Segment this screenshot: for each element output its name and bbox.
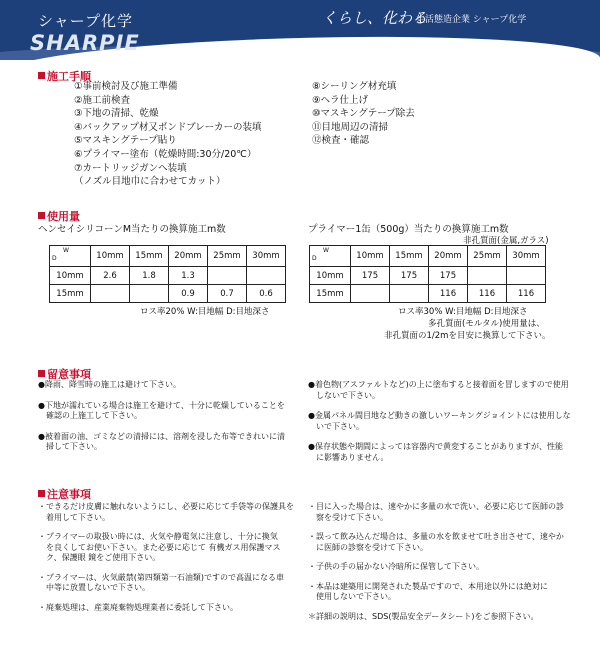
corner-d-label: D: [312, 255, 317, 262]
note-item: [308, 380, 571, 401]
corner-w-label: W: [63, 247, 69, 254]
table-cell: 2.6: [91, 267, 130, 285]
note-item: [308, 582, 564, 603]
construction-step: ⑤マスキングテープ貼り: [74, 135, 177, 147]
note-line: を良くしてお使い下さい。また必要に応じて 有機ガス用保護マス: [38, 542, 281, 552]
table-cell: [468, 267, 507, 285]
construction-step: ⑪目地周辺の清掃: [312, 121, 389, 133]
table-cell: 0.7: [208, 285, 247, 303]
precautions-right: [308, 380, 571, 473]
silicone-subtitle: ヘンセイシリコーンM当たりの換算施工m数: [38, 224, 226, 235]
table-cell: [208, 267, 247, 285]
silicone-footnote: ロス率20% W:目地幅 D:目地深さ: [140, 307, 270, 317]
note-item: [308, 612, 564, 623]
note-line: ●降雨、降雪時の施工は避けて下さい。: [38, 380, 181, 389]
note-item: [38, 603, 294, 614]
note-item: [38, 380, 285, 391]
note-line: ●保存状態や期間によっては容器内で黄変することがありますが、性能: [308, 442, 563, 451]
note-line: ・プライマーの取扱い時には、火気や静電気に注意し、十分に換気: [38, 532, 278, 541]
red-square-icon: [38, 212, 45, 219]
note-line: 中等に放置しないで下さい。: [38, 583, 150, 592]
red-square-icon: [38, 490, 45, 497]
table-corner: [50, 246, 91, 267]
note-line: ・子供の手の届かない冷暗所に保管して下さい。: [308, 562, 484, 571]
note-item: [38, 432, 285, 453]
note-line: しないで下さい。: [308, 390, 380, 400]
table-row: [310, 267, 546, 285]
slogan: くらし、化わる: [322, 9, 428, 27]
table-cell: 1.8: [130, 267, 169, 285]
table-header-cell: 10mm: [351, 246, 390, 267]
note-item: [38, 502, 294, 523]
table-header-cell: 10mm: [91, 246, 130, 267]
construction-step: ⑨ヘラ仕上げ: [312, 94, 369, 106]
construction-step: ①事前検討及び施工準備: [74, 81, 178, 92]
table-header-cell: 25mm: [468, 246, 507, 267]
primer-subtitle: プライマー1缶（500g）当たりの換算施工m数: [308, 224, 509, 235]
note-line: 察を受けて下さい。: [308, 512, 388, 522]
brand-name: シャープ化学: [38, 12, 133, 30]
precautions-title: 留意事項: [38, 366, 91, 382]
red-square-icon: [38, 72, 45, 79]
cautions-left: [38, 502, 294, 622]
note-line: ●金属パネル間目地など動きの激しいワーキングジョイントには使用しな: [308, 411, 571, 420]
note-line: に医師の診察を受けて下さい。: [308, 542, 428, 552]
table-cell: 175: [390, 267, 429, 285]
construction-step: ⑧シーリング材充填: [312, 81, 397, 92]
table-corner: [310, 246, 351, 267]
table-cell: 116: [429, 285, 468, 303]
table-cell: [130, 285, 169, 303]
note-item: [308, 532, 564, 553]
construction-step: ②施工前検査: [74, 94, 131, 106]
table-cell: 1.3: [169, 267, 208, 285]
note-line: いで下さい。: [308, 421, 364, 431]
table-header-cell: 15mm: [390, 246, 429, 267]
note-item: [308, 562, 564, 573]
company-tagline: 生活態造企業 シャープ化学: [416, 15, 527, 25]
note-item: [38, 573, 294, 594]
construction-step: ④バックアップ材又ボンドブレーカーの装填: [74, 121, 262, 133]
primer-footnote: ロス率30% W:目地幅 D:目地深さ: [398, 307, 528, 317]
table-cell: [91, 285, 130, 303]
table-row: [310, 285, 546, 303]
construction-title: 施工手順: [38, 68, 91, 84]
cautions-right: [308, 502, 564, 631]
table-cell: 0.6: [247, 285, 286, 303]
row-label: 15mm: [50, 285, 91, 303]
note-item: [38, 401, 285, 422]
usage-title: 使用量: [38, 208, 80, 224]
construction-steps-right: [312, 80, 415, 148]
note-item: [308, 442, 571, 463]
construction-step: ⑩マスキングテープ除去: [312, 108, 415, 120]
note-line: 使用しないで下さい。: [308, 592, 396, 601]
construction-step: ⑥プライマー塗布（乾燥時間:30分/20℃）: [74, 148, 257, 160]
note-line: ●下地が濡れている場合は施工を避けて、十分に乾燥していることを: [38, 400, 285, 410]
note-item: [38, 532, 294, 564]
note-line: ・廃棄処理は、産業廃棄物処理業者に委託して下さい。: [38, 602, 238, 612]
table-cell: 175: [429, 267, 468, 285]
note-line: 着用して下さい。: [38, 512, 110, 522]
primer-footnote-2: 多孔質面(モルタル)使用量は、: [428, 319, 545, 329]
silicone-usage-table: [49, 245, 286, 303]
note-line: ・プライマーは、火気厳禁(第四類第一石油類)ですので高温になる車: [38, 572, 284, 582]
note-item: [308, 411, 571, 432]
note-line: ク、保護眼 鏡をご使用下さい。: [38, 553, 161, 562]
row-label: 10mm: [50, 267, 91, 285]
primer-usage-table: [309, 245, 546, 303]
row-label: 10mm: [310, 267, 351, 285]
note-line: ＊詳細の説明は、SDS(製品安全データシート)をご参照下さい。: [308, 611, 539, 621]
construction-step: ③下地の清掃、乾燥: [74, 108, 159, 120]
construction-step: ⑫検査・確認: [312, 135, 370, 147]
brand-logo: SHARPIE: [30, 31, 140, 55]
cautions-title: 注意事項: [38, 486, 91, 502]
table-cell: [351, 285, 390, 303]
primer-footnote-3: 非孔質面の1/2mを目安に換算して下さい。: [384, 331, 551, 341]
table-header-cell: 30mm: [507, 246, 546, 267]
table-cell: [247, 267, 286, 285]
table-cell: 0.9: [169, 285, 208, 303]
row-label: 15mm: [310, 285, 351, 303]
table-row: [50, 285, 286, 303]
table-header-cell: 25mm: [208, 246, 247, 267]
table-header-cell: 30mm: [247, 246, 286, 267]
table-row: [50, 267, 286, 285]
note-item: [308, 502, 564, 523]
construction-step: （ノズル目地巾に合わせてカット）: [74, 176, 226, 188]
note-line: ●被着面の油、ゴミなどの清掃には、溶剤を浸した布等できれいに清: [38, 431, 285, 441]
table-header-cell: 15mm: [130, 246, 169, 267]
corner-d-label: D: [52, 255, 57, 262]
note-line: ・本品は建築用に開発された製品ですので、本用途以外には絶対に: [308, 581, 548, 591]
table-cell: [507, 267, 546, 285]
corner-w-label: W: [323, 247, 329, 254]
construction-step: ⑦カートリッジガンへ装填: [74, 162, 187, 174]
primer-surface-label: 非孔質面(金属,ガラス): [463, 236, 549, 246]
table-cell: [390, 285, 429, 303]
note-line: ・目に入った場合は、速やかに多量の水で洗い、必要に応じて医師の診: [308, 502, 564, 511]
note-line: 確認の上施工して下さい。: [38, 411, 142, 420]
table-cell: 116: [507, 285, 546, 303]
table-cell: 116: [468, 285, 507, 303]
note-line: ・できるだけ皮膚に触れないようにし、必要に応じて手袋等の保護具を: [38, 502, 294, 511]
note-line: ・誤って飲み込んだ場合は、多量の水を飲ませて吐き出させて、速やか: [308, 532, 564, 541]
construction-steps-left: [74, 80, 262, 189]
table-header-cell: 20mm: [169, 246, 208, 267]
note-line: ●着色物(アスファルトなど)の上に塗布すると接着面を冒しますので使用: [308, 380, 569, 389]
precautions-left: [38, 380, 285, 463]
note-line: に影響ありません。: [308, 452, 389, 462]
table-header-cell: 20mm: [429, 246, 468, 267]
table-cell: 175: [351, 267, 390, 285]
note-line: 掃して下さい。: [38, 442, 102, 451]
red-square-icon: [38, 370, 45, 377]
